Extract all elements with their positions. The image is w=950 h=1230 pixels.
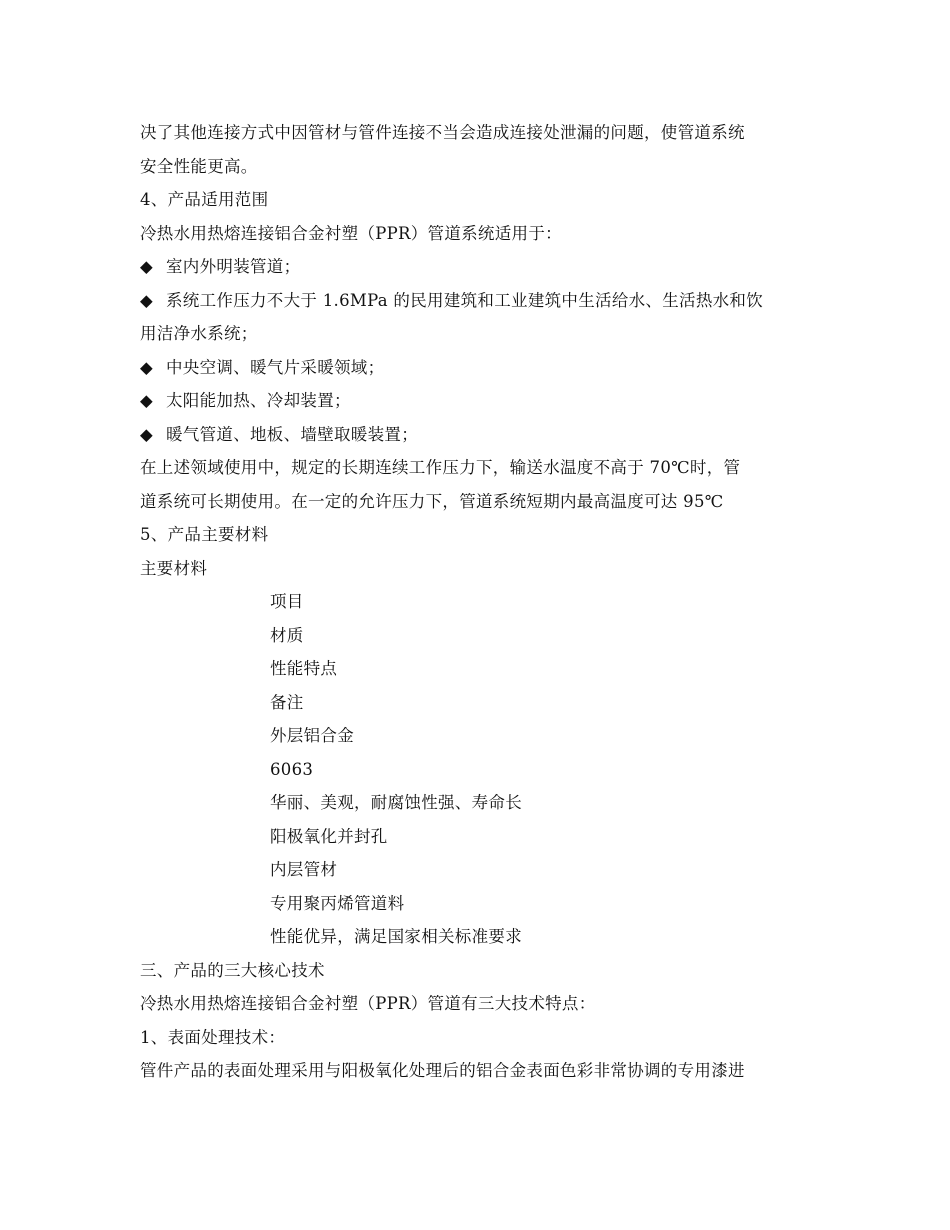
table-cell: 6063 — [270, 759, 314, 779]
table-cell: 专用聚丙烯管道料 — [270, 893, 405, 913]
paragraph-line: 冷热水用热熔连接铝合金衬塑（PPR）管道有三大技术特点： — [140, 994, 596, 1013]
bullet-icon: ◆ — [140, 357, 153, 377]
bullet-item — [140, 250, 820, 284]
paragraph-line: 道系统可长期使用。在一定的允许压力下，管道系统短期内最高温度可达 95℃ — [140, 491, 724, 511]
bullet-item — [140, 418, 820, 452]
table-cell: 材质 — [270, 625, 304, 645]
materials-table — [140, 585, 820, 954]
bullet-item — [140, 351, 820, 385]
paragraph-line: 主要材料 — [140, 558, 208, 578]
table-cell: 外层铝合金 — [270, 726, 354, 745]
paragraph-line: 在上述领域使用中，规定的长期连续工作压力下，输送水温度不高于 70℃时，管 — [140, 458, 741, 477]
table-cell: 项目 — [270, 592, 304, 611]
section-heading: 三、产品的三大核心技术 — [140, 960, 325, 980]
bullet-text: 太阳能加热、冷却装置； — [166, 391, 351, 410]
bullet-icon: ◆ — [140, 391, 153, 410]
bullet-text: 系统工作压力不大于 1.6MPa 的民用建筑和工业建筑中生活给水、生活热水和饮 — [166, 290, 764, 310]
bullet-text: 室内外明装管道； — [166, 257, 301, 276]
bullet-icon: ◆ — [140, 290, 153, 310]
paragraph-line: 管件产品的表面处理采用与阳极氧化处理后的铝合金表面色彩非常协调的专用漆进 — [140, 1061, 745, 1080]
paragraph-line: 冷热水用热熔连接铝合金衬塑（PPR）管道系统适用于： — [140, 223, 562, 243]
table-cell: 华丽、美观，耐腐蚀性强、寿命长 — [270, 793, 522, 812]
section-heading: 5、产品主要材料 — [140, 525, 269, 544]
table-cell: 内层管材 — [270, 860, 338, 879]
bullet-icon: ◆ — [140, 424, 153, 444]
table-cell: 性能优异，满足国家相关标准要求 — [270, 927, 522, 946]
table-cell: 性能特点 — [270, 659, 338, 678]
bullet-item — [140, 384, 820, 418]
section-heading: 4、产品适用范围 — [140, 190, 269, 209]
paragraph-line: 决了其他连接方式中因管材与管件连接不当会造成连接处泄漏的问题，使管道系统 — [140, 123, 745, 142]
bullet-text: 中央空调、暖气片采暖领域； — [166, 357, 385, 377]
section-heading: 1、表面处理技术： — [140, 1027, 286, 1047]
paragraph-line: 安全性能更高。 — [140, 156, 258, 176]
bullet-item — [140, 284, 820, 318]
bullet-continuation: 用洁净水系统； — [140, 324, 258, 343]
document-body — [140, 116, 820, 1088]
table-cell: 阳极氧化并封孔 — [270, 826, 388, 846]
table-cell: 备注 — [270, 692, 304, 712]
bullet-text: 暖气管道、地板、墙壁取暖装置； — [166, 424, 418, 444]
bullet-icon: ◆ — [140, 257, 153, 276]
